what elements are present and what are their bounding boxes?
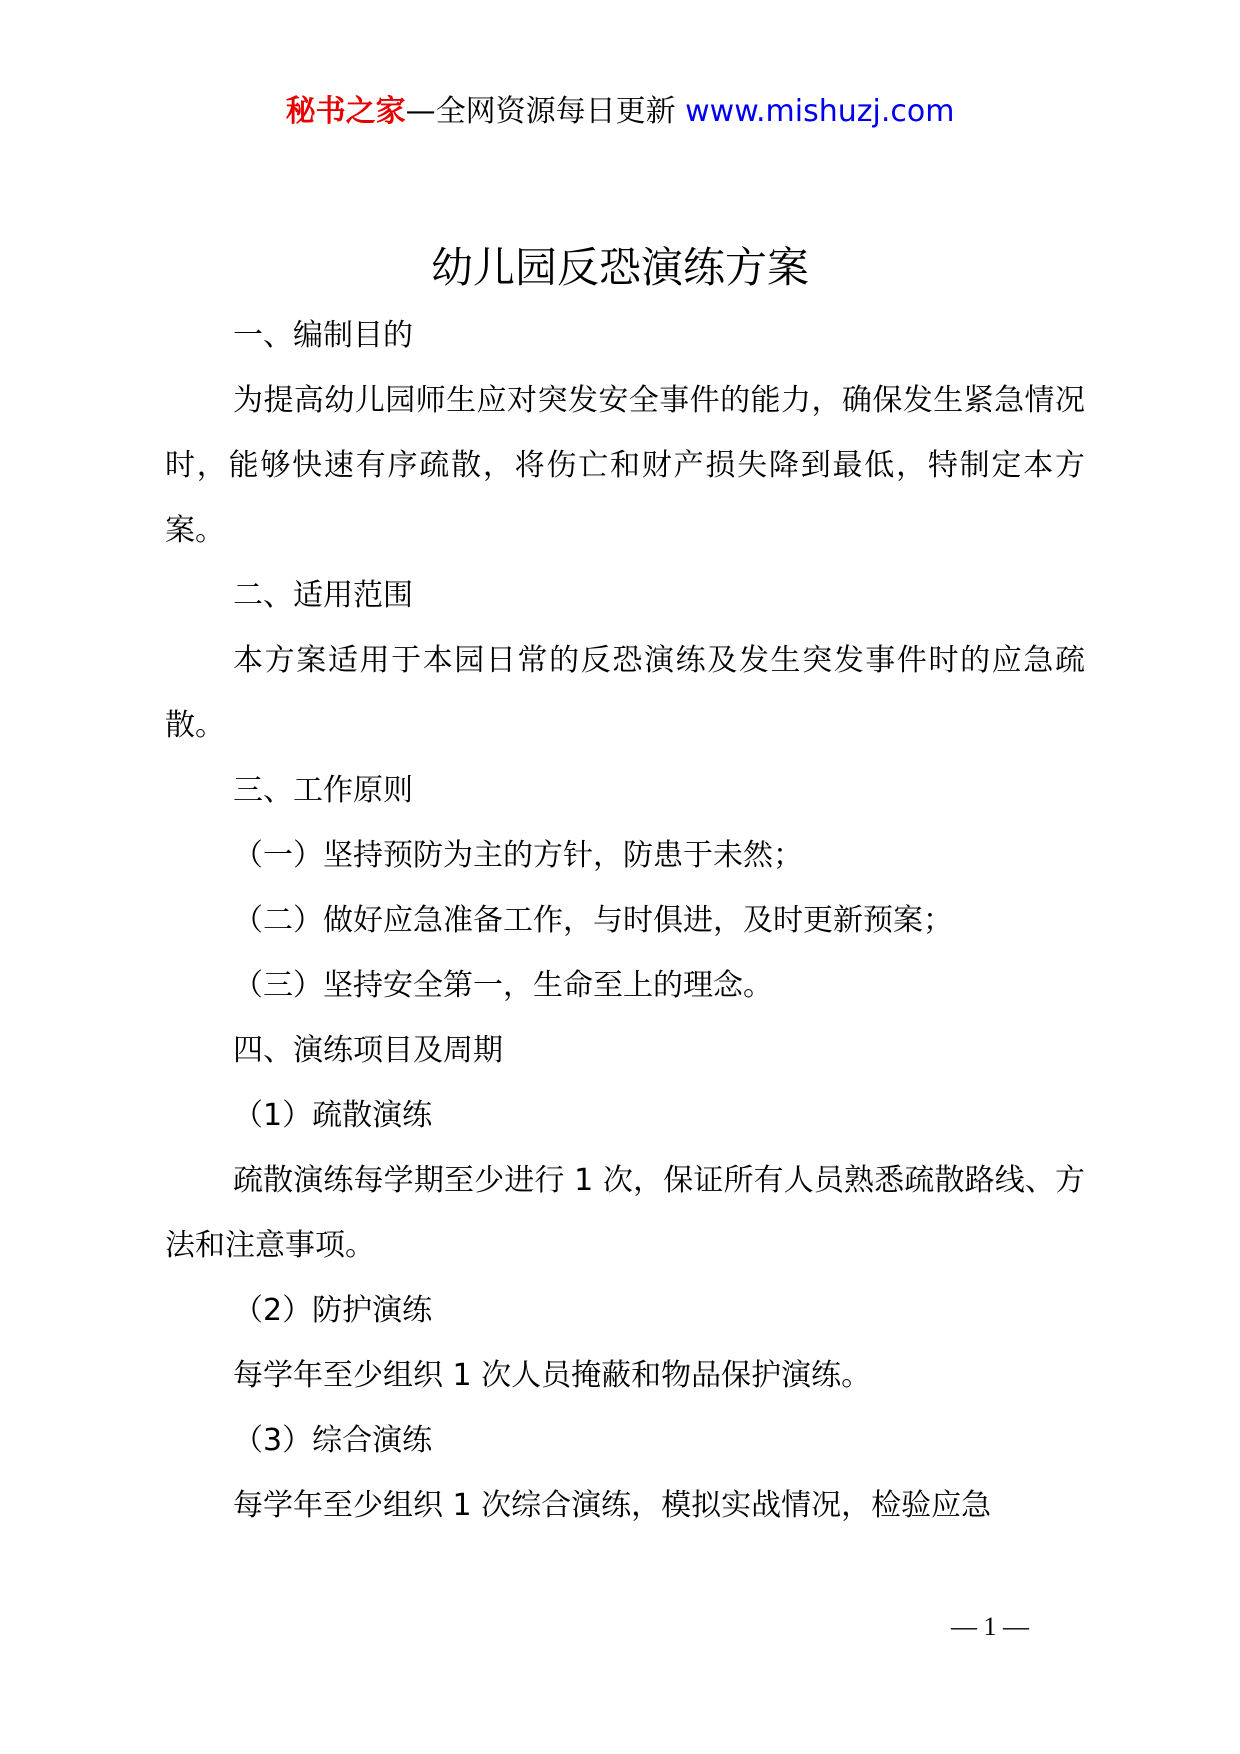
- section-heading: 三、工作原则: [233, 773, 413, 808]
- site-header: [0, 92, 1240, 132]
- body-paragraph: 每学年至少组织 1 次综合演练，模拟实战情况，检验应急: [233, 1488, 992, 1523]
- document-title: 幼儿园反恐演练方案: [430, 243, 809, 292]
- body-paragraph: 每学年至少组织 1 次人员掩蔽和物品保护演练。: [233, 1358, 872, 1393]
- subsection-heading: （3）综合演练: [233, 1423, 433, 1458]
- body-paragraph: 本方案适用于本园日常的反恐演练及发生突发事件时的应急疏散。: [165, 643, 1085, 743]
- body-paragraph: 疏散演练每学期至少进行 1 次，保证所有人员熟悉疏散路线、方法和注意事项。: [165, 1163, 1085, 1263]
- section-heading: 四、演练项目及周期: [233, 1033, 503, 1068]
- subsection-heading: （1）疏散演练: [233, 1098, 433, 1133]
- site-url-link[interactable]: www.mishuzj.com: [685, 94, 955, 129]
- section-heading: 一、编制目的: [233, 318, 413, 353]
- site-brand: 秘书之家: [285, 94, 406, 129]
- section-heading: 二、适用范围: [233, 578, 413, 613]
- body-paragraph: 为提高幼儿园师生应对突发安全事件的能力，确保发生紧急情况时，能够快速有序疏散，将伤亡和财产损失降到最低，特制定本方案。: [165, 383, 1085, 548]
- list-item: （二）做好应急准备工作，与时俱进，及时更新预案；: [233, 903, 953, 938]
- subsection-heading: （2）防护演练: [233, 1293, 433, 1328]
- list-item: （一）坚持预防为主的方针，防患于未然；: [233, 838, 803, 873]
- page-number: — 1 —: [951, 1612, 1029, 1641]
- list-item: （三）坚持安全第一，生命至上的理念。: [233, 968, 773, 1003]
- site-tagline: —全网资源每日更新: [405, 94, 686, 129]
- document-body: [165, 303, 1085, 1538]
